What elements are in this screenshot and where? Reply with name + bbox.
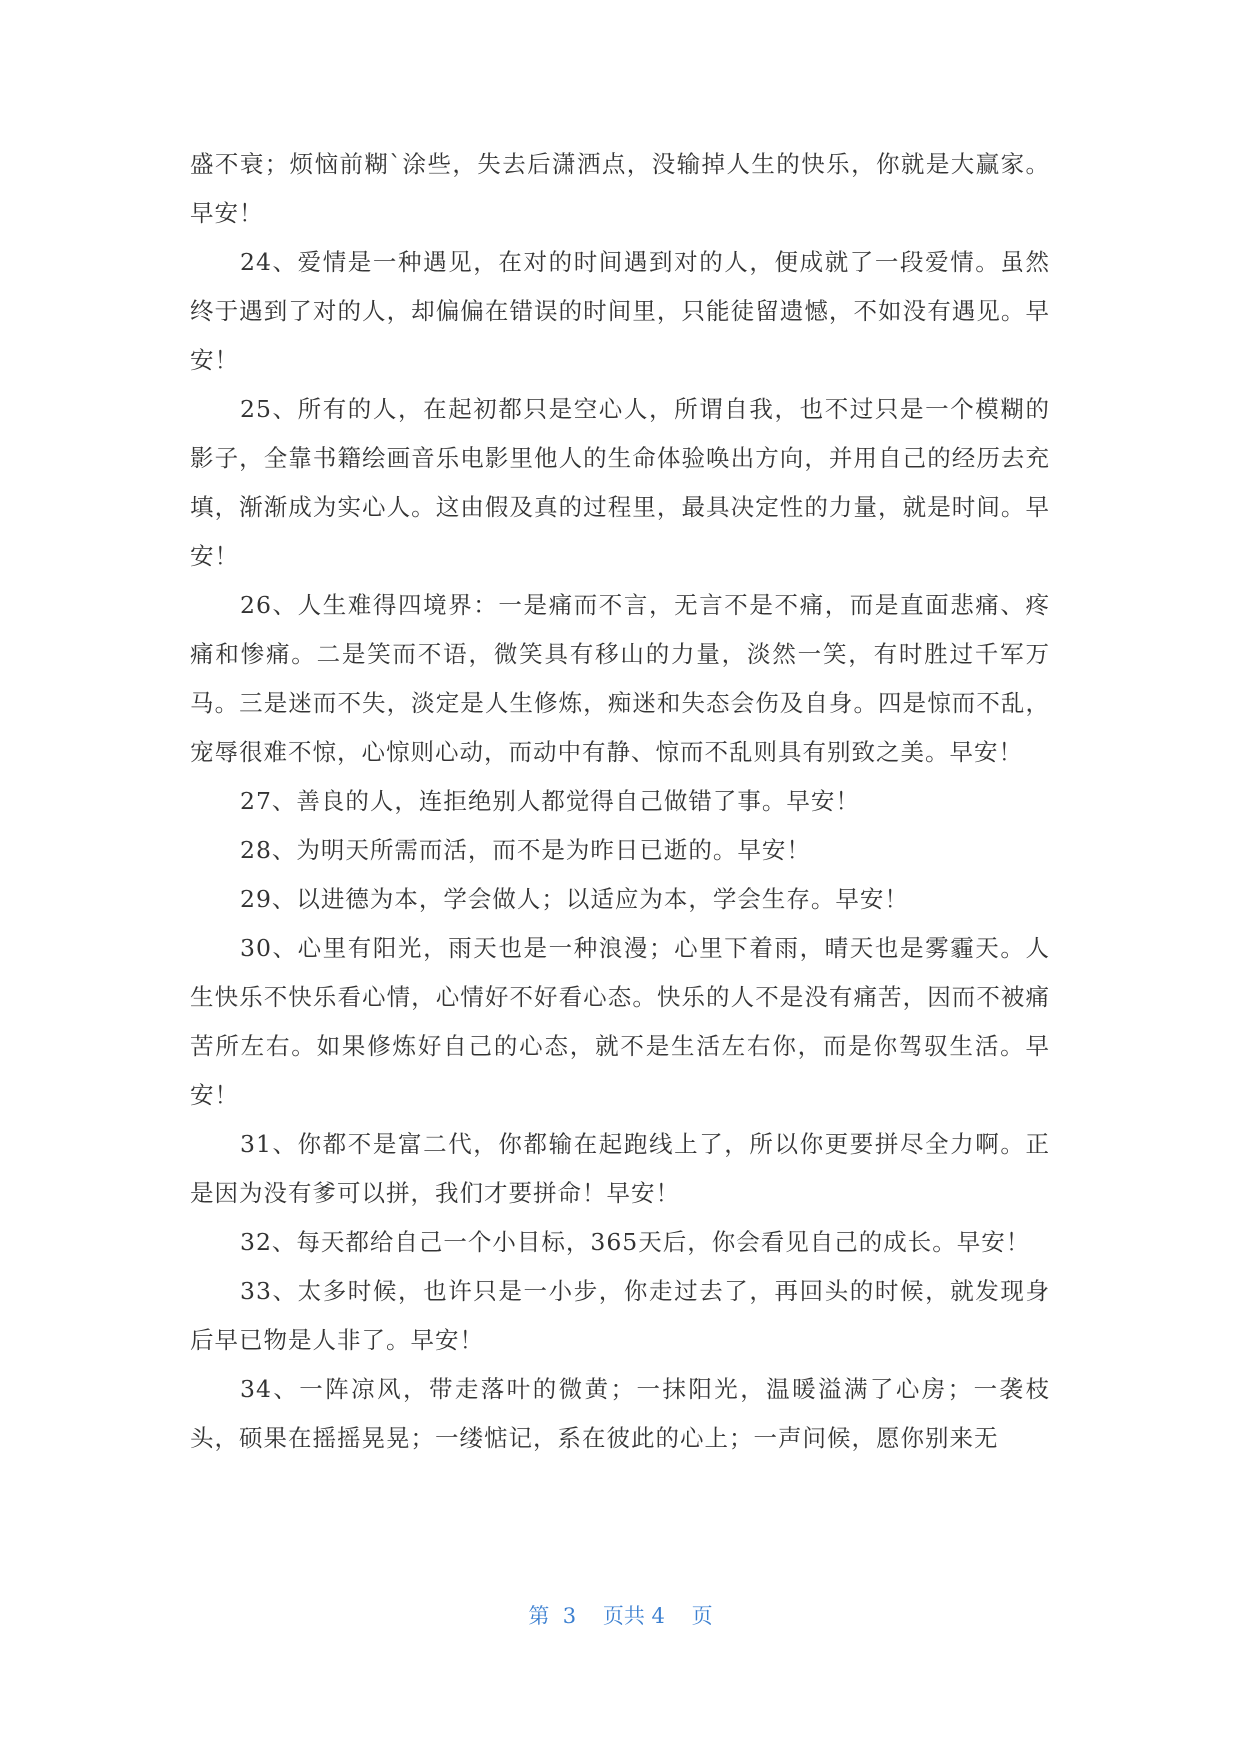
footer-current-page: 3 — [562, 1604, 577, 1628]
paragraph-32: 32、每天都给自己一个小目标，365天后，你会看见自己的成长。早安！ — [240, 1228, 1031, 1256]
footer-prefix: 第 — [528, 1604, 550, 1628]
paragraph-25: 25、所有的人，在起初都只是空心人，所谓自我，也不过只是一个模糊的影子，全靠书籍绘画音乐电影里他人的生命体验唤出方向，并用自己的经历去充填，渐渐成为实心人。这由假及真的过程里，最具决定性的力量，就是时间。早安！ — [190, 395, 1050, 570]
page-footer — [0, 1600, 1241, 1630]
paragraph-26: 26、人生难得四境界：一是痛而不言，无言不是不痛，而是直面悲痛、疼痛和惨痛。二是笑而不语，微笑具有移山的力量，淡然一笑，有时胜过千军万马。三是迷而不失，淡定是人生修炼，痴迷和失态会伤及自身。四是惊而不乱，宠辱很难不惊，心惊则心动，而动中有静、惊而不乱则具有别致之美。早安！ — [190, 591, 1050, 766]
footer-mid: 页共 — [602, 1604, 645, 1628]
paragraph-23-continuation: 盛不衰；烦恼前糊`涂些，失去后潇洒点，没输掉人生的快乐，你就是大赢家。早安！ — [190, 150, 1050, 227]
paragraph-30: 30、心里有阳光，雨天也是一种浪漫；心里下着雨，晴天也是雾霾天。人生快乐不快乐看心情，心情好不好看心态。快乐的人不是没有痛苦，因而不被痛苦所左右。如果修炼好自己的心态，就不是生活左右你，而是你驾驭生活。早安！ — [190, 934, 1050, 1109]
paragraph-28: 28、为明天所需而活，而不是为昨日已逝的。早安！ — [240, 836, 811, 864]
document-body — [190, 140, 1050, 1463]
paragraph-27: 27、善良的人，连拒绝别人都觉得自己做错了事。早安！ — [240, 787, 860, 815]
footer-total-pages: 4 — [651, 1604, 665, 1628]
paragraph-33: 33、太多时候，也许只是一小步，你走过去了，再回头的时候，就发现身后早已物是人非了。早安！ — [190, 1277, 1050, 1354]
footer-suffix: 页 — [691, 1604, 713, 1628]
paragraph-34: 34、一阵凉风，带走落叶的微黄；一抹阳光，温暖溢满了心房；一袭枝头，硕果在摇摇晃晃；一缕惦记，系在彼此的心上；一声问候，愿你别来无 — [190, 1375, 1050, 1452]
paragraph-31: 31、你都不是富二代，你都输在起跑线上了，所以你更要拼尽全力啊。正是因为没有爹可以拼，我们才要拼命！早安！ — [190, 1130, 1050, 1207]
paragraph-29: 29、以进德为本，学会做人；以适应为本，学会生存。早安！ — [240, 885, 909, 913]
paragraph-24: 24、爱情是一种遇见，在对的时间遇到对的人，便成就了一段爱情。虽然终于遇到了对的人，却偏偏在错误的时间里，只能徒留遗憾，不如没有遇见。早安！ — [190, 248, 1050, 374]
